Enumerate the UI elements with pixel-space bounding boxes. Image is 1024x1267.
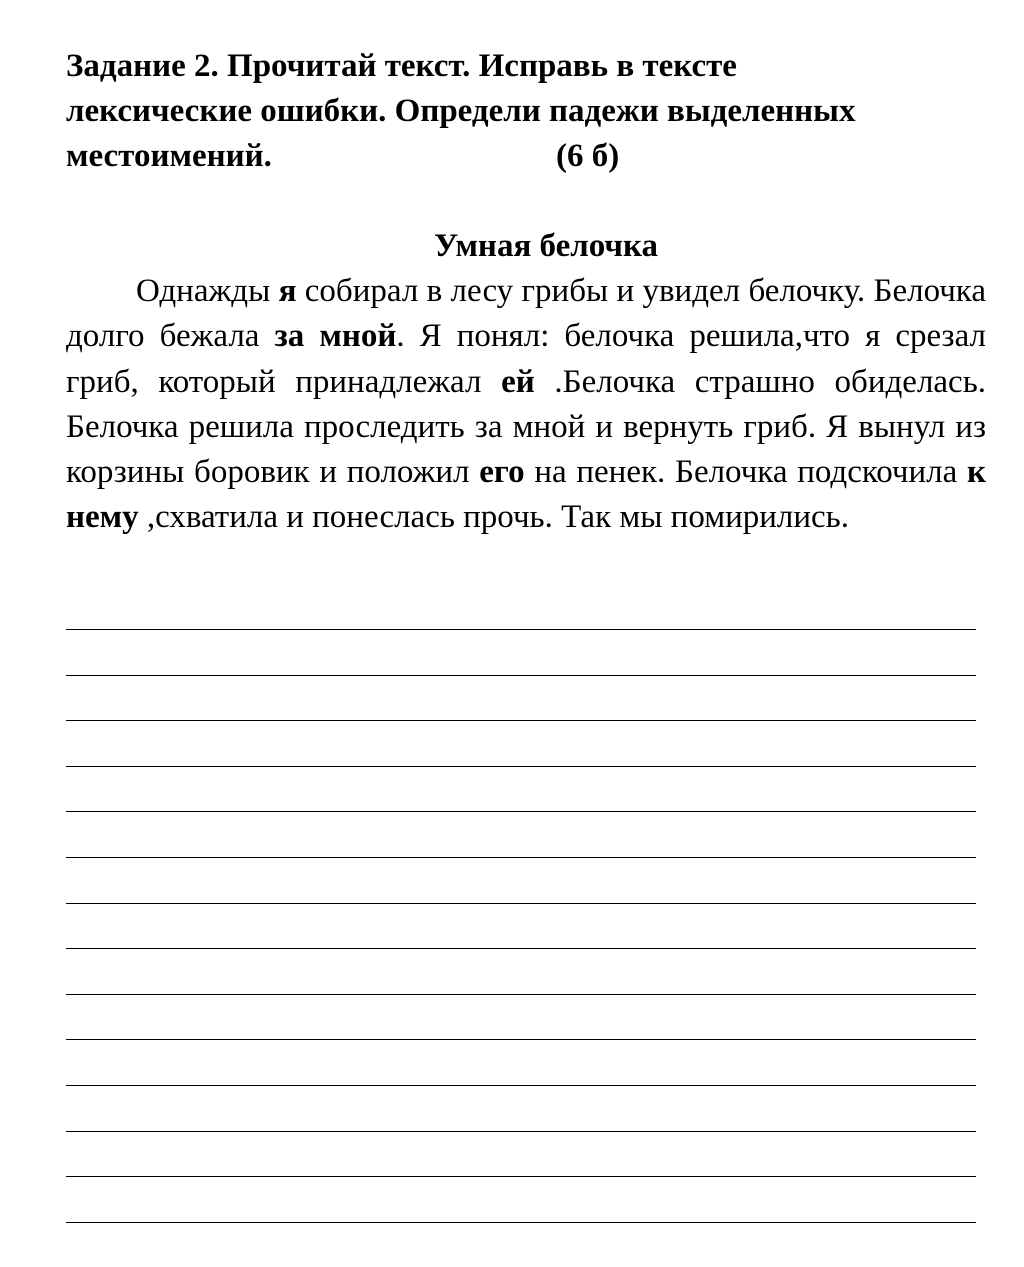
story-segment: ,схватила и понеслась прочь. Так мы помирились. <box>138 499 849 536</box>
answer-line[interactable] <box>66 857 976 858</box>
answer-line[interactable] <box>66 1176 976 1177</box>
answer-line[interactable] <box>66 903 976 904</box>
answer-line[interactable] <box>66 948 976 949</box>
task-heading-line-2: лексические ошибки. Определи падежи выделенных <box>66 93 856 129</box>
answer-line[interactable] <box>66 1131 976 1132</box>
answer-line[interactable] <box>66 811 976 812</box>
story-segment: Однажды <box>136 273 279 309</box>
story-title: Умная белочка <box>433 228 659 264</box>
story-segment: собирал в лесу грибы и увидел белочку. Белочка долго бежала <box>66 273 986 355</box>
answer-lines <box>66 629 976 1267</box>
answer-line[interactable] <box>66 720 976 721</box>
answer-line[interactable] <box>66 994 976 995</box>
task-heading <box>66 44 986 179</box>
answer-line[interactable] <box>66 1039 976 1040</box>
answer-line[interactable] <box>66 675 976 676</box>
answer-line[interactable] <box>66 629 976 630</box>
highlighted-pronoun: его <box>479 454 525 491</box>
highlighted-pronoun: за мной <box>274 318 397 355</box>
task-heading-line-1: Задание 2. Прочитай текст. Исправь в тексте <box>66 48 737 84</box>
story-segment: . Я понял: белочка решила,что я срезал гриб, который принадлежал <box>66 318 986 400</box>
task-points: (6 б) <box>556 138 620 174</box>
task-heading-line-3: местоимений. <box>66 138 272 174</box>
highlighted-pronoun: я <box>278 273 297 309</box>
answer-line[interactable] <box>66 1222 976 1223</box>
worksheet-page <box>66 44 986 541</box>
answer-line[interactable] <box>66 1085 976 1086</box>
story-segment: .Белочка страшно обиделась. Белочка решила проследить за мной и вернуть гриб. Я вынул из корзины боровик и положил <box>66 363 987 491</box>
highlighted-pronoun: ей <box>501 363 535 400</box>
story-text <box>66 269 986 541</box>
story-segment: на пенек. Белочка подскочила <box>524 454 967 491</box>
answer-line[interactable] <box>66 766 976 767</box>
highlighted-pronoun: к нему <box>66 454 986 536</box>
